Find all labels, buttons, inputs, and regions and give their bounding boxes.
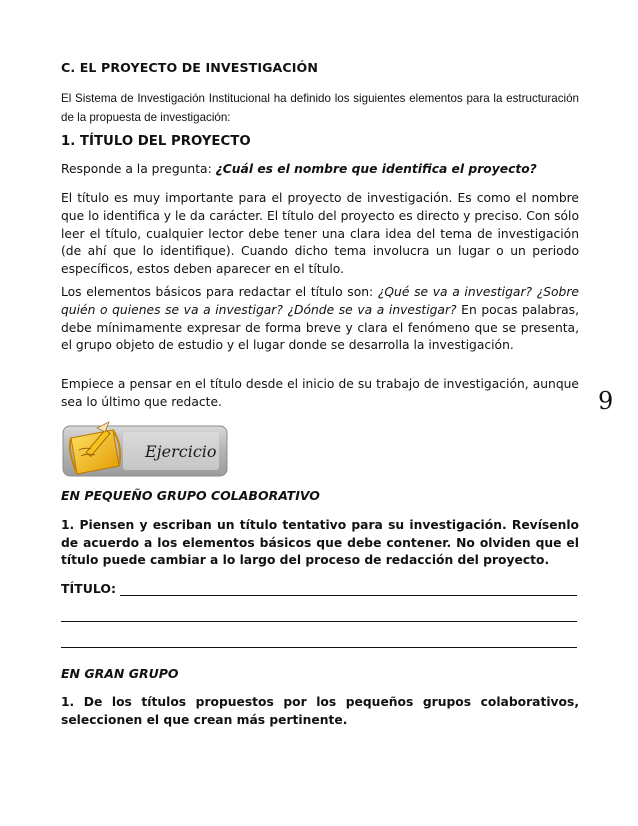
exercise-badge — [61, 420, 229, 482]
exercise-label: Ejercicio — [145, 442, 217, 461]
title-answer-line-1[interactable] — [61, 578, 577, 596]
answer-rule — [61, 607, 577, 622]
title-answer-line-2[interactable] — [61, 604, 577, 622]
paragraph-title-importance: El título es muy importante para el proyecto de investigación. Es como el nombre que lo identifica y le da carácter. El título del proyecto es directo y preciso. Con sólo leer el título, cualquier lector debe tener una clara idea del tema de investigación (de ahí que lo identifique). Cuando dicho tema involucra un lugar o un periodo específicos, estos deben aparecer en el título. — [61, 191, 579, 277]
respond-prefix: Responde a la pregunta: — [61, 162, 216, 176]
title-label: TÍTULO: — [61, 581, 116, 596]
respond-question: ¿Cuál es el nombre que identifica el proyecto? — [215, 162, 537, 176]
answer-rule — [61, 633, 577, 648]
small-group-heading: EN PEQUEÑO GRUPO COLABORATIVO — [61, 488, 320, 503]
basic-elements-questions: ¿Qué se va a investigar? ¿Sobre quién o quienes se va a investigar? ¿Dónde se va a investigar? — [61, 285, 579, 317]
large-group-heading: EN GRAN GRUPO — [61, 666, 179, 681]
heading-titulo-del-proyecto: 1. TÍTULO DEL PROYECTO — [61, 134, 251, 149]
basic-elements-prefix: Los elementos básicos para redactar el título son: — [61, 285, 378, 299]
paragraph-start-thinking: Empiece a pensar en el título desde el inicio de su trabajo de investigación, aunque sea lo último que redacte. — [61, 377, 579, 409]
page-number: 9 — [598, 387, 614, 415]
large-group-instruction: 1. De los títulos propuestos por los pequeños grupos colaborativos, seleccionen el que crean más pertinente. — [61, 695, 579, 727]
small-group-instruction: 1. Piensen y escriban un título tentativo para su investigación. Revísenlo de acuerdo a los elementos básicos que debe contener. No olviden que el título puede cambiar a lo largo del proceso de redacción del proyecto. — [61, 518, 579, 568]
respond-line — [61, 161, 579, 179]
title-answer-line-3[interactable] — [61, 630, 577, 648]
paragraph-basic-elements — [61, 284, 579, 355]
answer-rule — [120, 581, 577, 596]
intro-paragraph: El Sistema de Investigación Institucional ha definido los siguientes elementos para la estructuración de la propuesta de investigación: — [61, 92, 579, 124]
section-title: C. EL PROYECTO DE INVESTIGACIÓN — [61, 60, 318, 75]
basic-elements-suffix: En pocas palabras, debe mínimamente expresar de forma breve y clara el fenómeno que se presenta, el grupo objeto de estudio y el lugar donde se desarrolla la investigación. — [61, 302, 580, 353]
